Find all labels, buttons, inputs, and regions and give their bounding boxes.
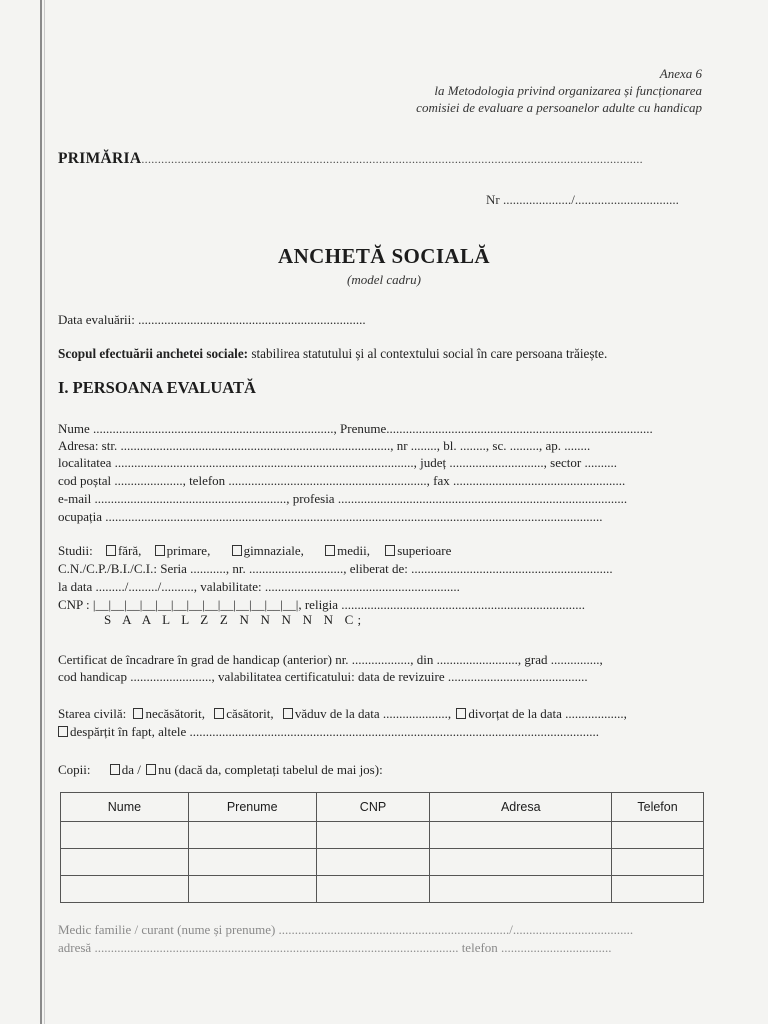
id-issue-date-field[interactable]: la data ........./........./.........., valabilitate: ............................................................ [58,579,460,594]
table-cell[interactable] [61,849,189,876]
purpose-text: stabilirea statutului și al contextului social în care persoana trăiește. [248,346,608,361]
civil-status-separated [58,724,599,740]
table-cell[interactable] [316,876,430,903]
civil-status-separated-label: despărțit în fapt, altele .............................................................................................................................. [70,724,599,739]
table-row [61,849,704,876]
table-cell[interactable] [430,849,612,876]
purpose-label: Scopul efectuării anchetei sociale: [58,346,249,361]
education-option-primary: primare, [166,543,211,558]
children-label: Copii: [58,762,91,777]
table-cell[interactable] [430,876,612,903]
checkbox-divorced[interactable] [456,708,466,719]
primaria-field[interactable] [58,150,643,168]
email-field[interactable]: e-mail ..........................................................., profesia ......................................................................................... [58,491,628,506]
children-options [58,762,383,778]
column-header-phone: Telefon [612,793,704,822]
table-row [61,876,704,903]
column-header-name: Nume [61,793,189,822]
occupation-field[interactable]: ocupația ......................................................................................................................................................... [58,509,603,524]
children-table [60,792,704,903]
table-cell[interactable] [430,822,612,849]
page-binding-edge [40,0,42,1024]
primaria-dots: ........................................................................................................................................................ [141,152,643,166]
checkbox-education-none[interactable] [106,545,116,556]
locality-field[interactable]: localitatea ............................................................................................, județ ............................., sector .......... [58,455,617,470]
family-doctor-field[interactable]: Medic familie / curant (nume și prenume) ......................................................................./..................................... [58,922,634,937]
education-option-none: fără, [117,543,142,558]
table-cell[interactable] [612,822,704,849]
annex-reference-line1: la Metodologia privind organizarea și funcționarea [434,83,702,98]
id-document-field[interactable]: C.N./C.P./B.I./C.I.: Seria ..........., nr. ............................., eliberat de: .............................................................. [58,561,613,576]
education-option-higher: superioare [397,543,452,558]
disability-code-field[interactable]: cod handicap ........................., valabilitatea certificatului: data de revizuire ........................................... [58,669,588,684]
civil-status-divorced: divorțat de la data .................., [468,706,627,721]
checkbox-education-primary[interactable] [155,545,165,556]
checkbox-married[interactable] [214,708,224,719]
document-subtitle: (model cadru) [346,272,421,287]
education-option-highschool: medii, [337,543,370,558]
checkbox-children-no[interactable] [146,764,156,775]
table-cell[interactable] [61,876,189,903]
registration-number-field[interactable]: Nr ...................../................................ [486,192,679,207]
checkbox-education-higher[interactable] [385,545,395,556]
checkbox-unmarried[interactable] [133,708,143,719]
civil-status-options [58,706,627,722]
disability-certificate-field[interactable]: Certificat de încadrare în grad de handicap (anterior) nr. .................., din ........................., grad ..............., [58,652,603,667]
column-header-surname: Prenume [188,793,316,822]
document-title: ANCHETĂ SOCIALĂ [278,244,490,268]
checkbox-separated[interactable] [58,726,68,737]
table-cell[interactable] [188,876,316,903]
table-cell[interactable] [612,849,704,876]
civil-status-widowed: văduv de la data ...................., [294,706,452,721]
cnp-field[interactable]: CNP : |__|__|__|__|__|__|__|__|__|__|__|__|__|, religia ........................................................................... [58,597,586,612]
name-field[interactable]: Nume .........................................................................., Prenume.................................................................................. [58,421,653,436]
address-field[interactable]: Adresa: str. ..................................................................................., nr ........, bl. ........, sc. ........., ap. ........ [58,438,591,453]
civil-status-unmarried: necăsătorit, [145,706,206,721]
children-table-header [61,793,704,822]
table-cell[interactable] [188,822,316,849]
civil-status-label: Starea civilă: [58,706,127,721]
section-evaluated-person-title: I. PERSOANA EVALUATĂ [58,378,256,397]
annex-reference-line2: comisiei de evaluare a persoanelor adulte cu handicap [416,100,702,115]
checkbox-widowed[interactable] [283,708,293,719]
children-yes-label: da / [121,762,141,777]
page-binding-edge-shadow [44,0,45,1024]
evaluation-date-field[interactable]: Data evaluării: ...................................................................... [58,312,366,327]
cnp-legend: S A A L L Z Z N N N N N C; [104,612,366,627]
education-label: Studii: [58,543,93,558]
primaria-label: PRIMĂRIA [58,150,142,167]
table-row [61,822,704,849]
table-cell[interactable] [188,849,316,876]
education-options [58,543,451,559]
table-cell[interactable] [316,822,430,849]
postal-code-field[interactable]: cod poștal ....................., telefon ............................................................., fax ..................................................... [58,473,626,488]
table-cell[interactable] [612,876,704,903]
table-cell[interactable] [316,849,430,876]
column-header-cnp: CNP [316,793,430,822]
checkbox-education-highschool[interactable] [325,545,335,556]
checkbox-children-yes[interactable] [110,764,120,775]
purpose-statement [58,346,607,362]
annex-number: Anexa 6 [659,66,702,81]
children-no-label: nu (dacă da, completați tabelul de mai jos): [158,762,383,777]
civil-status-married: căsătorit, [226,706,274,721]
education-option-secondary: gimnaziale, [243,543,304,558]
table-cell[interactable] [61,822,189,849]
column-header-address: Adresa [430,793,612,822]
doctor-address-field[interactable]: adresă ................................................................................................................ telefon .................................. [58,940,612,955]
checkbox-education-secondary[interactable] [232,545,242,556]
